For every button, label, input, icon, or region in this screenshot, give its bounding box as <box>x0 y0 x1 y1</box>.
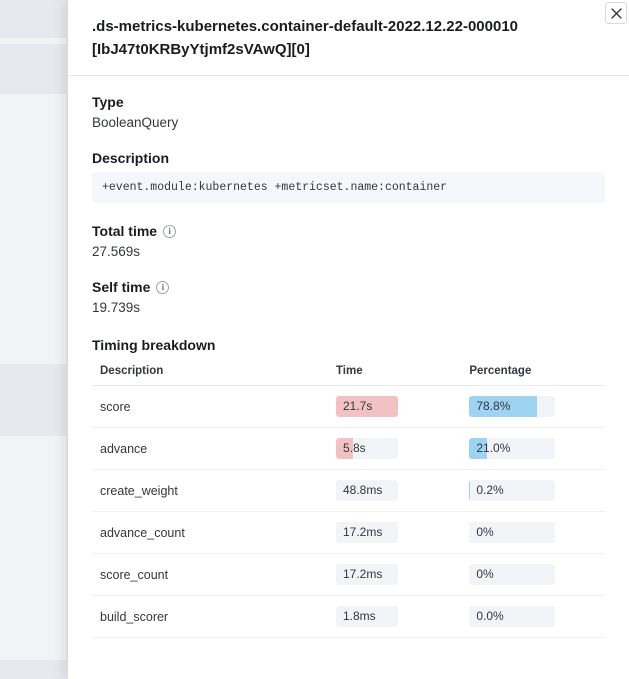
flyout-header <box>68 0 629 76</box>
cell-description: advance <box>92 428 328 470</box>
total-time-value: 27.569s <box>92 244 141 259</box>
cell-percentage <box>461 386 605 428</box>
timing-breakdown-title: Timing breakdown <box>92 337 216 353</box>
percentage-bar <box>469 606 555 627</box>
time-bar <box>336 438 398 459</box>
cell-description: score_count <box>92 554 328 596</box>
sidebar-block <box>0 0 68 38</box>
type-value: BooleanQuery <box>92 115 179 130</box>
flyout-title <box>92 16 583 61</box>
time-bar-label: 1.8ms <box>342 609 376 623</box>
cell-percentage <box>461 554 605 596</box>
percentage-bar-label: 0% <box>476 567 494 581</box>
column-header-percentage: Percentage <box>461 359 605 386</box>
cell-time <box>328 428 461 470</box>
percentage-bar <box>469 438 555 459</box>
cell-percentage <box>461 470 605 512</box>
column-header-description: Description <box>92 359 328 386</box>
table-body <box>92 386 605 638</box>
flyout-title-line1: .ds-metrics-kubernetes.container-default-2022.12.22-000010 <box>92 18 519 35</box>
cell-time <box>328 512 461 554</box>
total-time-label <box>92 223 605 239</box>
percentage-bar-label: 78.8% <box>476 399 511 413</box>
cell-percentage <box>461 512 605 554</box>
timing-breakdown-table <box>92 359 605 638</box>
close-icon <box>611 8 622 19</box>
cell-description: build_scorer <box>92 596 328 638</box>
cell-time <box>328 470 461 512</box>
description-label-text: Description <box>92 150 170 166</box>
time-bar <box>336 480 398 501</box>
time-bar <box>336 564 398 585</box>
percentage-bar-label: 0.2% <box>476 483 504 497</box>
cell-time <box>328 554 461 596</box>
close-button[interactable] <box>605 2 627 24</box>
percentage-bar <box>469 522 555 543</box>
cell-percentage <box>461 428 605 470</box>
percentage-bar-label: 0.0% <box>476 609 504 623</box>
percentage-bar <box>469 480 555 501</box>
time-bar-label: 48.8ms <box>342 483 383 497</box>
column-header-time: Time <box>328 359 461 386</box>
percentage-bar-label: 0% <box>476 525 494 539</box>
percentage-bar <box>469 564 555 585</box>
type-label-text: Type <box>92 94 124 110</box>
cell-time <box>328 386 461 428</box>
sidebar-block <box>0 660 68 679</box>
total-time-label-text: Total time <box>92 223 158 239</box>
percentage-bar <box>469 396 555 417</box>
table-row <box>92 512 605 554</box>
time-bar <box>336 522 398 543</box>
description-label <box>92 150 605 166</box>
cell-description: create_weight <box>92 470 328 512</box>
sidebar-block <box>0 44 68 94</box>
time-bar-label: 5.8s <box>342 441 366 455</box>
time-bar-label: 17.2ms <box>342 567 383 581</box>
description-value: +event.module:kubernetes +metricset.name:container <box>92 172 605 203</box>
table-row <box>92 386 605 428</box>
type-label <box>92 94 605 110</box>
sidebar-block <box>0 364 68 436</box>
info-icon[interactable]: i <box>156 281 169 294</box>
info-icon[interactable]: i <box>163 225 176 238</box>
time-bar-label: 17.2ms <box>342 525 383 539</box>
cell-time <box>328 596 461 638</box>
table-row <box>92 554 605 596</box>
self-time-label <box>92 279 605 295</box>
flyout-body <box>68 76 629 679</box>
table-header-row <box>92 359 605 386</box>
table-row <box>92 428 605 470</box>
cell-percentage <box>461 596 605 638</box>
table-header <box>92 359 605 386</box>
cell-description: score <box>92 386 328 428</box>
time-bar-label: 21.7s <box>342 399 373 413</box>
time-bar <box>336 606 398 627</box>
percentage-bar-label: 21.0% <box>476 441 511 455</box>
self-time-label-text: Self time <box>92 279 151 295</box>
time-bar <box>336 396 398 417</box>
cell-description: advance_count <box>92 512 328 554</box>
table-row <box>92 470 605 512</box>
self-time-value: 19.739s <box>92 300 141 315</box>
profile-detail-flyout <box>68 0 629 679</box>
flyout-title-line2: [IbJ47t0KRByYtjmf2sVAwQ][0] <box>92 40 310 58</box>
collapsed-sidebar[interactable] <box>0 0 68 679</box>
table-row <box>92 596 605 638</box>
